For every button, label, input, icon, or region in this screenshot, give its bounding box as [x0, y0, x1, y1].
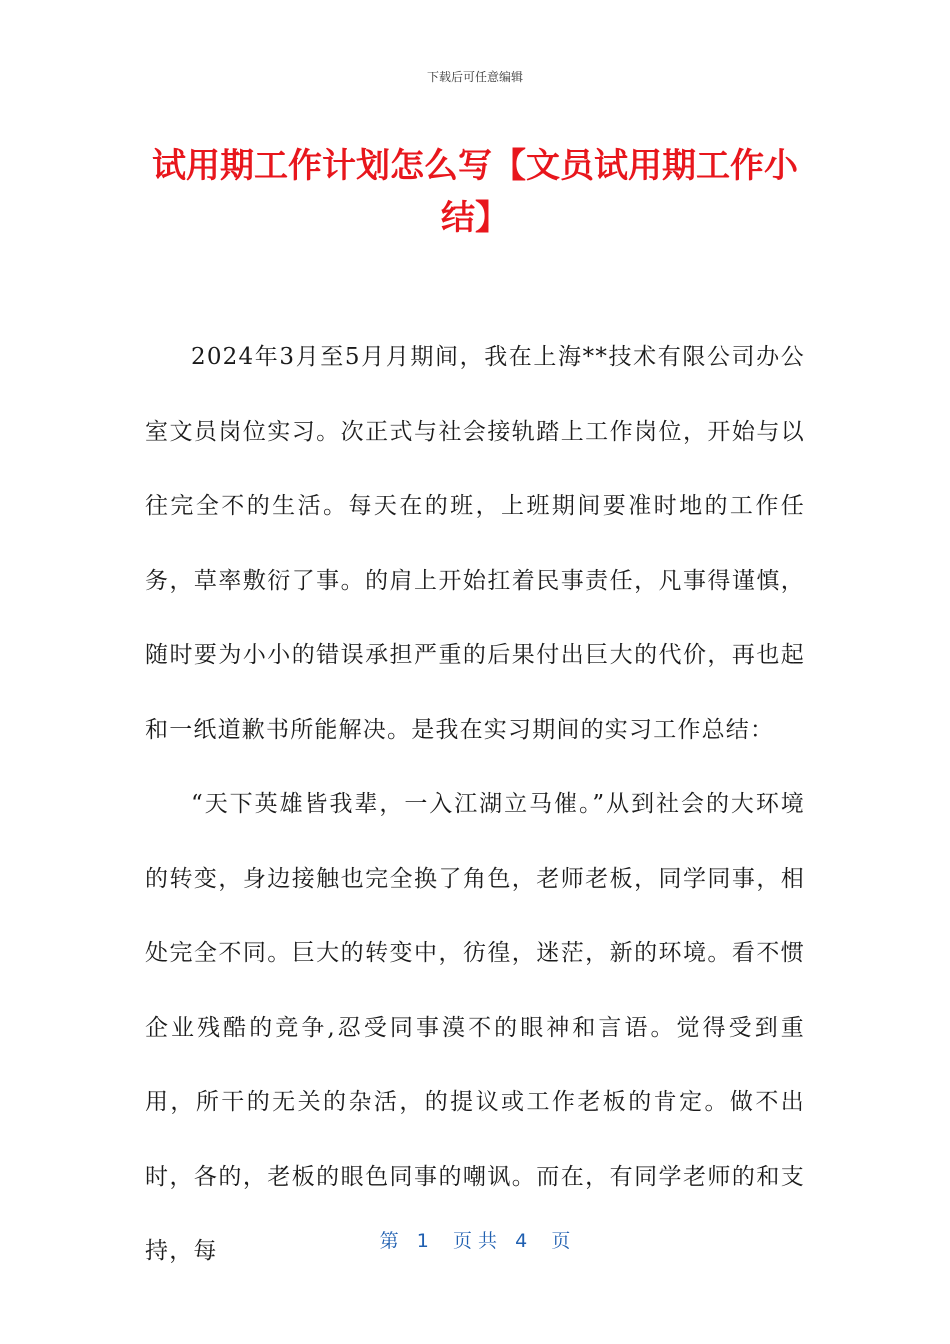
- page-number-footer: 第 1 页 共 4 页: [379, 1230, 571, 1252]
- header-note: 下载后可任意编辑: [426, 70, 523, 84]
- document-title: 试用期工作计划怎么写【文员试用期工作小结】: [152, 146, 798, 238]
- paragraph-1: 2024年3月至5月月期间，我在上海**技术有限公司办公室文员岗位实习。次正式与社会接轨踏上工作岗位，开始与以往完全不的生活。每天在的班，上班期间要准时地的工作任务，草率敷衍了事。的肩上开始扛着民事责任，凡事得谨慎，随时要为小小的错误承担严重的后果付出巨大的代价，再也起和一纸道歉书所能解决。是我在实习期间的实习工作总结：: [145, 344, 805, 743]
- paragraph-2: “天下英雄皆我辈，一入江湖立马催。”从到社会的大环境的转变，身边接触也完全换了角色，老师老板，同学同事，相处完全不同。巨大的转变中，彷徨，迷茫，新的环境。看不惯企业残酷的竞争,忍受同事漠不的眼神和言语。觉得受到重用，所干的无关的杂活，的提议或工作老板的肯定。做不出时，各的，老板的眼色同事的嘲讽。而在，有同学老师的和支持，每: [145, 791, 805, 1264]
- document-body: [145, 320, 805, 1289]
